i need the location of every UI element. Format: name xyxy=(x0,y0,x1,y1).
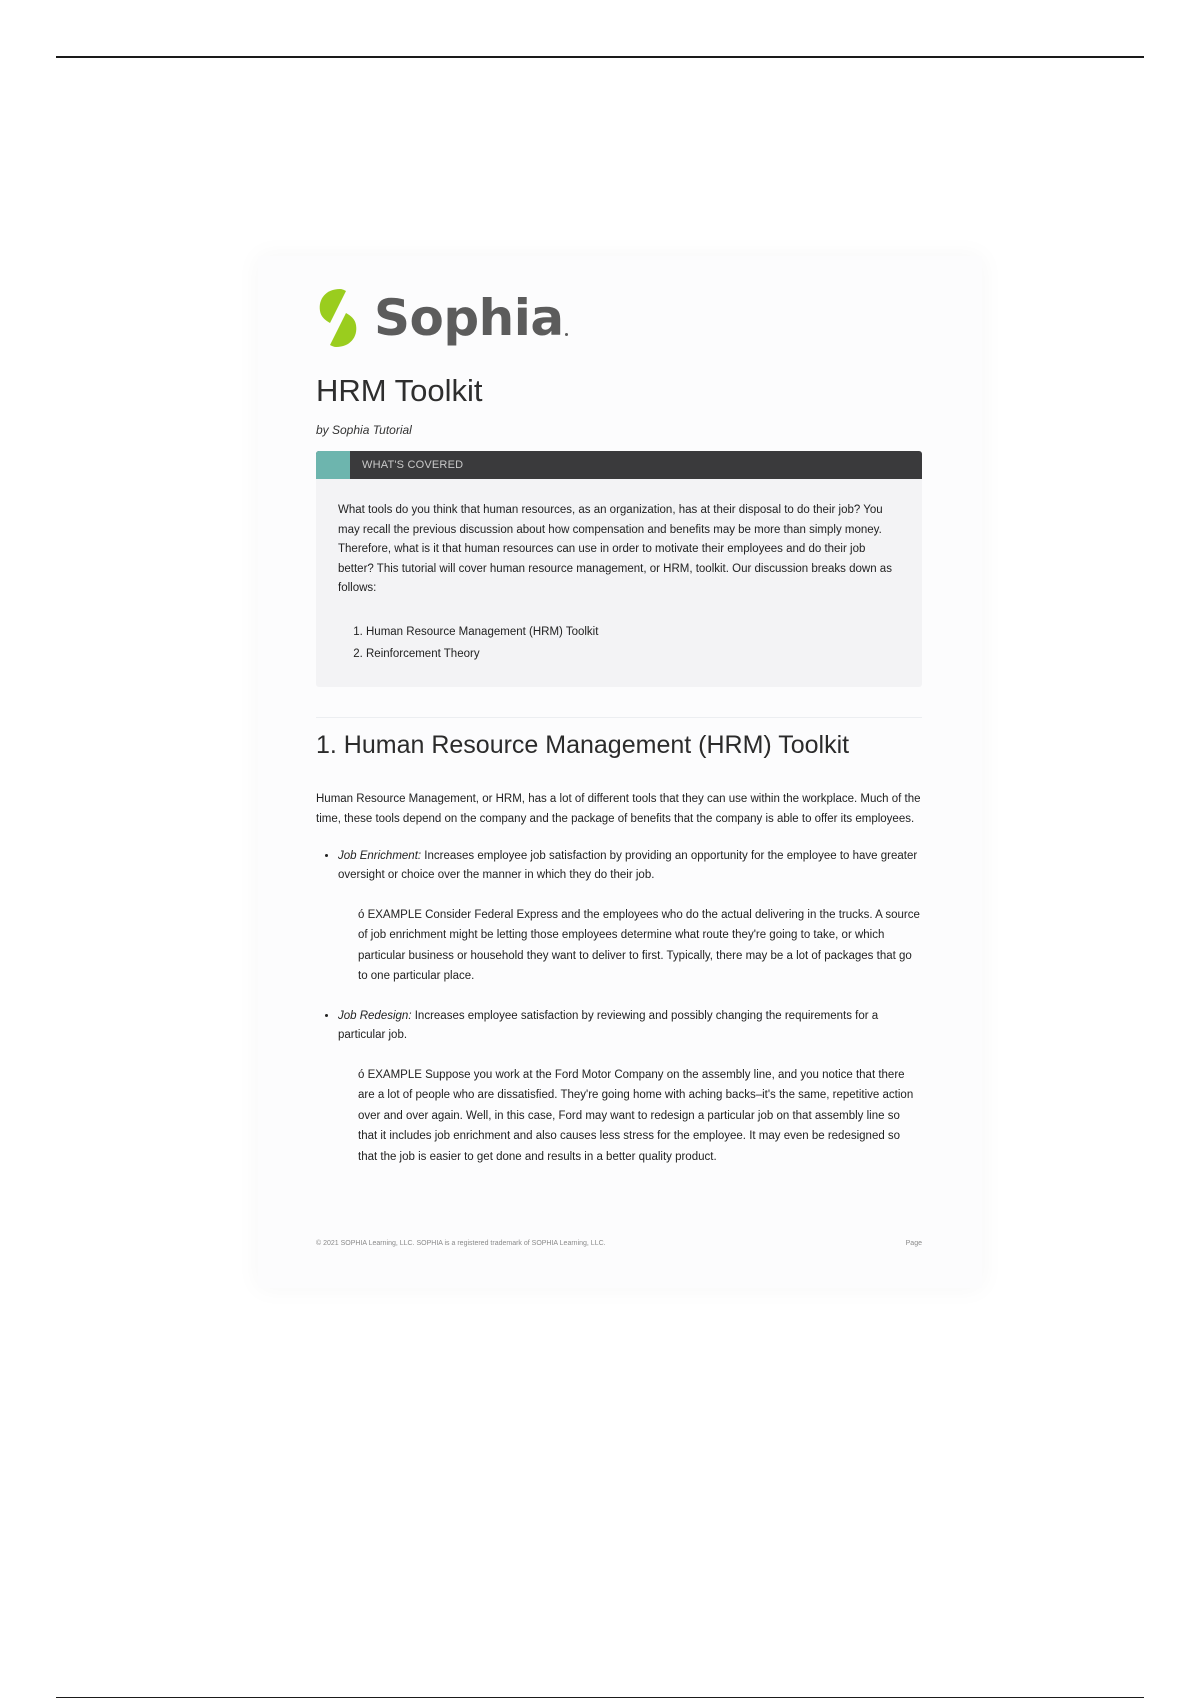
page-content xyxy=(316,286,922,1187)
document-title: HRM Toolkit xyxy=(316,373,483,408)
bullet-list xyxy=(316,847,922,1168)
bullet-term: Job Enrichment: xyxy=(338,849,422,862)
document-page xyxy=(258,256,982,1288)
section-divider xyxy=(316,717,922,718)
viewer-top-rule xyxy=(56,56,1144,58)
whats-covered-intro: What tools do you think that human resources, as an organization, has at their disposal to do their job? You may recall the previous discussion about how compensation and benefits may be more than simply money. Therefore, what is it that human resources can use in order to motivate their employees and do their job better? This tutorial will cover human resource management, or HRM, toolkit. Our discussion breaks down as follows: xyxy=(338,504,892,595)
example-block: ó EXAMPLE Consider Federal Express and the employees who do the actual delivering in the trucks. A source of job enrichment might be letting those employees determine what route they're going to take, or which particular business or household they want to deliver to first. Typically, there may be a lot of packages that go to one particular place. xyxy=(358,908,920,983)
sophia-leaf-icon xyxy=(316,287,360,349)
covered-item: 2. Reinforcement Theory xyxy=(366,643,902,665)
viewer-bottom-rule xyxy=(56,1697,1144,1698)
footer-copyright: © 2021 SOPHIA Learning, LLC. SOPHIA is a registered trademark of SOPHIA Learning, LLC. xyxy=(316,1240,606,1247)
bullet-item xyxy=(338,1007,922,1168)
whats-covered-header xyxy=(316,451,922,479)
bullet-item xyxy=(338,847,922,987)
document-byline: by Sophia Tutorial xyxy=(316,423,412,438)
logo-dot xyxy=(565,333,568,336)
bullet-term: Job Redesign: xyxy=(338,1009,412,1022)
section-heading: 1. Human Resource Management (HRM) Toolkit xyxy=(316,730,850,759)
bullet-text: Increases employee satisfaction by reviewing and possibly changing the requirements for a particular job. xyxy=(338,1009,879,1041)
whats-covered-body xyxy=(316,479,922,687)
whats-covered-box xyxy=(316,451,922,687)
whats-covered-label: WHAT'S COVERED xyxy=(362,459,464,472)
bullet-text: Increases employee job satisfaction by providing an opportunity for the employee to have greater oversight or choice over the manner in which they do their job. xyxy=(338,849,918,881)
page-footer xyxy=(316,1240,922,1247)
example-block: ó EXAMPLE Suppose you work at the Ford Motor Company on the assembly line, and you notice that there are a lot of people who are dissatisfied. They're going home with aching backs–it's the same, repetitive action over and over again. Well, in this case, Ford may want to redesign a particular job on that assembly line so that it includes job enrichment and also causes less stress for the employee. It may even be redesigned so that the job is easier to get done and results in a better quality product. xyxy=(358,1068,914,1163)
section-paragraph: Human Resource Management, or HRM, has a lot of different tools that they can use within the workplace. Much of the time, these tools depend on the company and the package of benefits that the company is able to offer its employees. xyxy=(316,792,921,825)
covered-item: 1. Human Resource Management (HRM) Toolkit xyxy=(366,621,902,643)
whats-covered-list xyxy=(338,621,902,665)
sophia-logo xyxy=(316,286,922,350)
logo-wordmark: Sophia xyxy=(374,289,564,347)
whats-covered-accent xyxy=(316,451,350,479)
footer-page-label: Page xyxy=(905,1240,922,1247)
